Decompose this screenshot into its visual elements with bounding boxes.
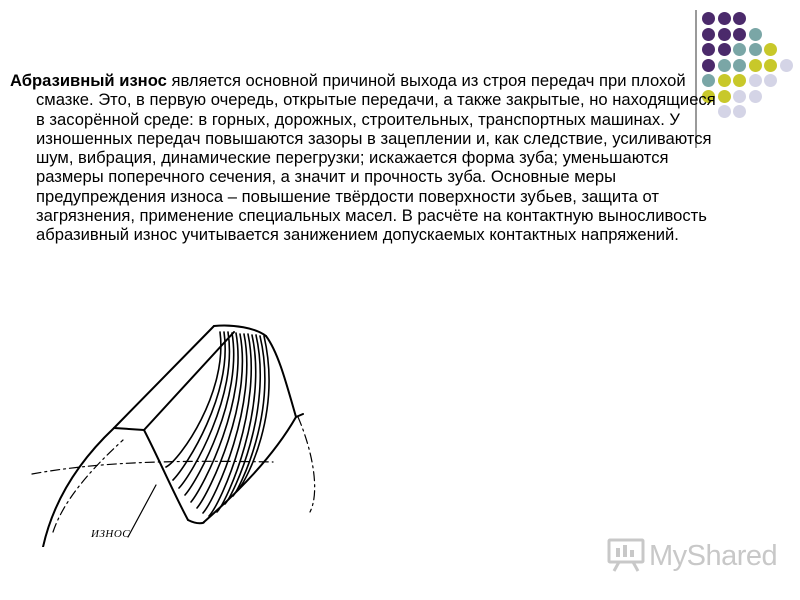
decorative-dot <box>702 12 715 25</box>
decorative-dot <box>718 28 731 41</box>
decorative-dot <box>749 43 762 56</box>
decorative-dot <box>733 12 746 25</box>
decorative-dot <box>702 28 715 41</box>
decorative-dot <box>749 28 762 41</box>
decorative-dot <box>733 105 746 118</box>
decorative-dot <box>764 59 777 72</box>
decorative-dot <box>749 59 762 72</box>
figure-label: ИЗНОС <box>91 528 131 540</box>
decorative-dot <box>749 90 762 103</box>
decorative-dot <box>764 43 777 56</box>
watermark-text: MyShared <box>649 540 778 572</box>
decorative-dot <box>733 43 746 56</box>
decorative-dot <box>718 12 731 25</box>
decorative-dot <box>733 74 746 87</box>
paragraph-text: является основной причиной выхода из строя передач при плохой смазке. Это, в первую очередь, открытые передачи, а также закрытые, но находящиеся в засорённой среде: в горных, дорожных, строительных, транспортных машинах. У изношенных передач повышаются зазоры в зацеплении и, как следствие, усиливаются шум, вибрация, динамические перегрузки; искажается форма зуба; уменьшаются размеры поперечного сечения, а значит и прочность зуба. Основные меры предупреждения износа – повышение твёрдости поверхности зубьев, защита от загрязнения, применение специальных масел. В расчёте на контактную выносливость абразивный износ учитывается занижением допускаемых контактных напряжений. <box>36 71 716 245</box>
decorative-dot <box>733 90 746 103</box>
presentation-board-icon <box>607 537 647 573</box>
decorative-dot <box>780 59 793 72</box>
watermark-logo <box>607 537 777 577</box>
decorative-dot <box>749 74 762 87</box>
body-paragraph <box>10 71 726 245</box>
gear-tooth-wear-illustration <box>28 322 328 547</box>
wear-pointer-line <box>128 485 156 537</box>
decorative-dot <box>733 59 746 72</box>
decorative-dot <box>764 74 777 87</box>
decorative-dot <box>702 43 715 56</box>
decorative-dot <box>718 59 731 72</box>
bold-lead-text: Абразивный износ <box>10 71 167 90</box>
decorative-dot <box>718 43 731 56</box>
decorative-dot <box>733 28 746 41</box>
decorative-dot <box>702 59 715 72</box>
